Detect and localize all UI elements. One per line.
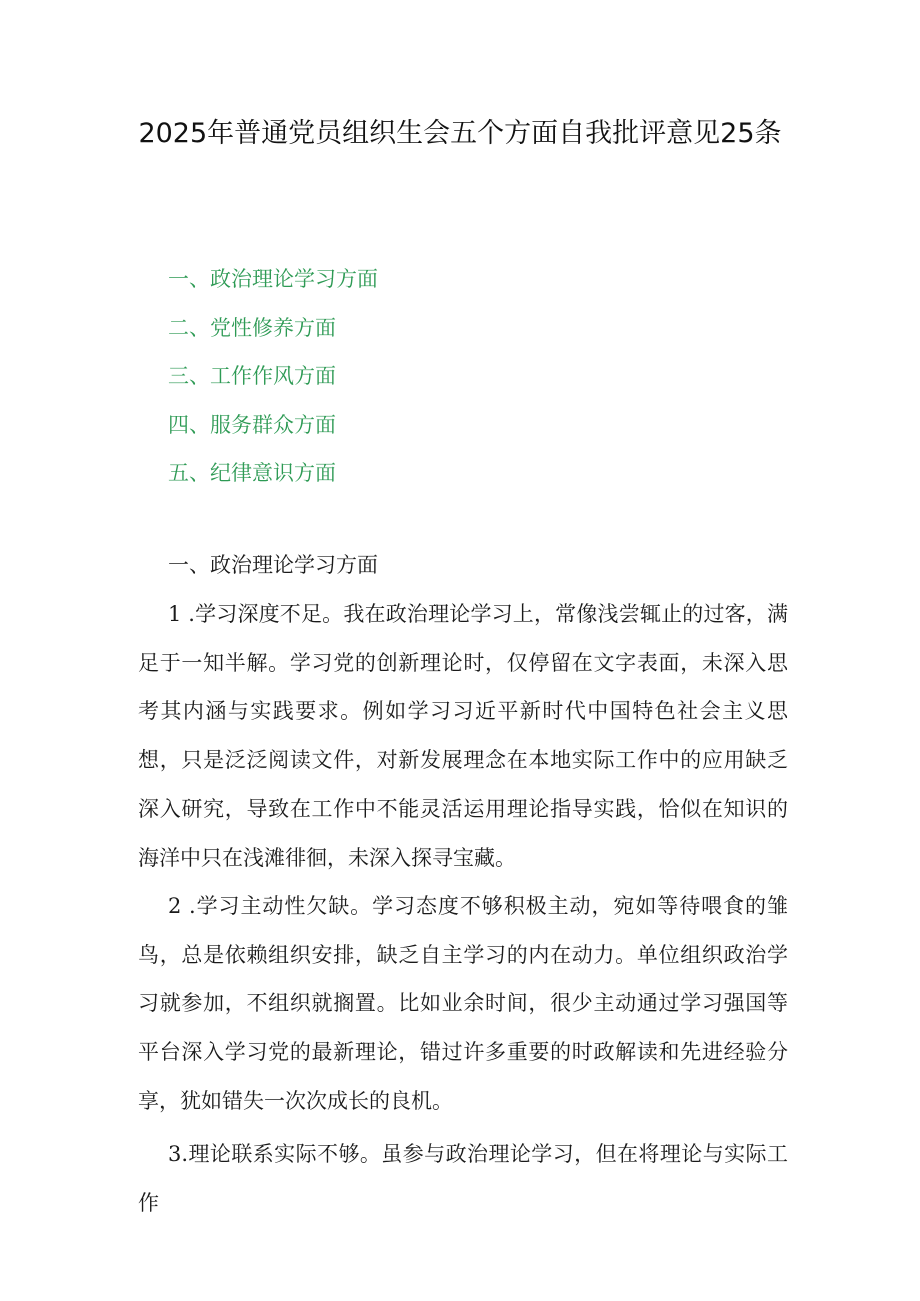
toc-item-serving-masses[interactable]: 四、服务群众方面	[168, 412, 336, 437]
toc-item-work-style[interactable]: 三、工作作风方面	[168, 364, 336, 388]
body-paragraph-2: 2 .学习主动性欠缺。学习态度不够积极主动，宛如等待喂食的雏鸟，总是依赖组织安排，缺乏自主学习的内在动力。单位组织政治学习就参加，不组织就搁置。比如业余时间，很少主动通过学习强国等平台深入学习党的最新理论，错过许多重要的时政解读和先进经验分享，犹如错失一次次成长的良机。	[138, 894, 788, 1113]
document-title: 2025年普通党员组织生会五个方面自我批评意见25条	[138, 118, 782, 149]
toc-item-party-spirit[interactable]: 二、党性修养方面	[168, 315, 336, 340]
body-paragraph-3: 3.理论联系实际不够。虽参与政治理论学习，但在将理论与实际工作	[138, 1142, 788, 1215]
toc-item-discipline[interactable]: 五、纪律意识方面	[168, 461, 336, 485]
toc-item-political-theory[interactable]: 一、政治理论学习方面	[168, 267, 378, 291]
table-of-contents	[168, 255, 378, 498]
body-paragraph-1: 1 .学习深度不足。我在政治理论学习上，常像浅尝辄止的过客，满足于一知半解。学习党的创新理论时，仅停留在文字表面，未深入思考其内涵与实践要求。例如学习习近平新时代中国特色社会主义思想，只是泛泛阅读文件，对新发展理念在本地实际工作中的应用缺乏深入研究，导致在工作中不能灵活运用理论指导实践，恰似在知识的海洋中只在浅滩徘徊，未深入探寻宝藏。	[138, 602, 788, 870]
section-heading: 一、政治理论学习方面	[168, 553, 378, 577]
